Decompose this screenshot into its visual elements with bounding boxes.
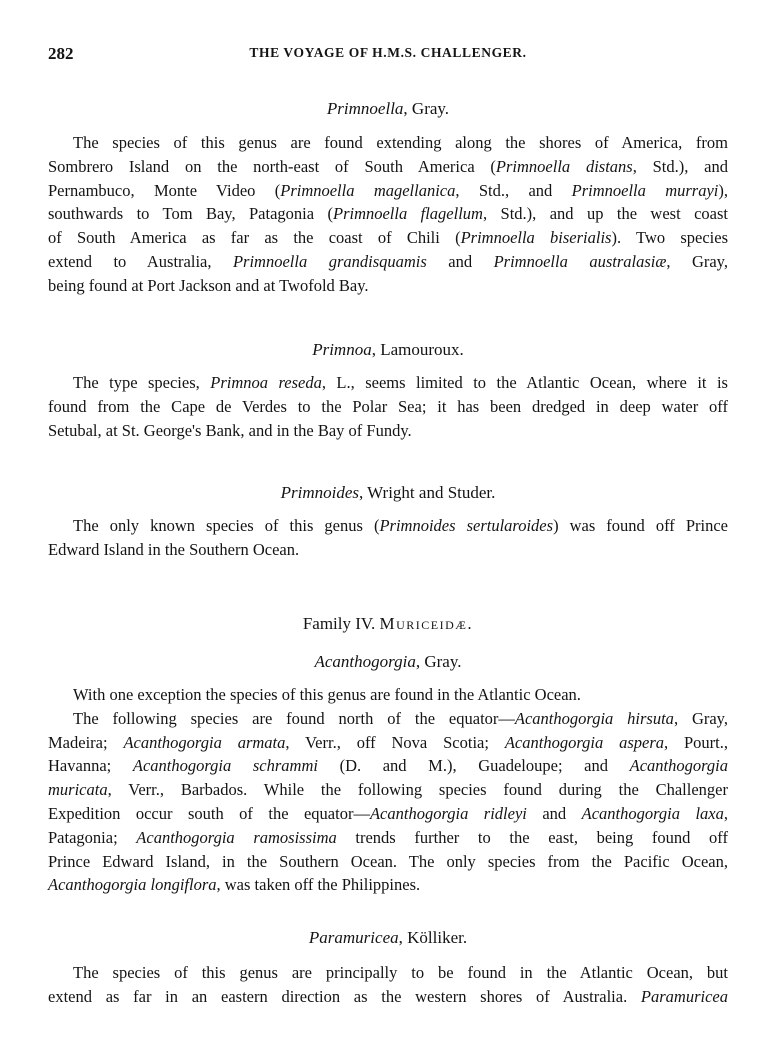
text-run: southwards to Tom Bay, Patagonia ( <box>48 204 333 224</box>
text-run: trends further to the east, being found off <box>336 827 728 847</box>
species-name: Primnoella biserialis <box>460 228 612 248</box>
genus-name: Primnoa <box>312 340 372 359</box>
species-name: Primnoella grandisquamis <box>232 251 427 271</box>
family-name: Muriceidæ. <box>379 614 474 633</box>
text-run: Setubal, at St. George's Bank, and in the Bay of Fundy. <box>48 420 412 440</box>
species-name: Primnoa reseda <box>210 373 322 392</box>
heading-primnoa <box>48 339 728 361</box>
heading-acanthogorgia <box>48 651 728 673</box>
text-run: , <box>723 803 729 823</box>
text-run: ) was found off Prince <box>553 516 728 535</box>
heading-primnoella <box>48 98 728 120</box>
genus-name: Paramuricea <box>308 928 399 947</box>
text-line <box>48 395 728 419</box>
text-run: Havanna; <box>48 756 133 776</box>
species-name: Primnoella australasiæ <box>493 251 667 271</box>
text-line <box>48 274 728 298</box>
paragraph-primnoella <box>48 131 728 298</box>
text-run: Sombrero Island on the north-east of South America ( <box>48 156 496 176</box>
text-line <box>48 419 728 443</box>
paragraph-primnoides <box>48 514 728 562</box>
text-line <box>48 202 728 226</box>
text-run: , Verr., Barbados. While the following species found during the Challenger <box>107 780 728 800</box>
paragraph-primnoa <box>48 371 728 442</box>
text-line <box>48 985 728 1009</box>
text-run: , Std.), and up the west coast <box>482 204 728 224</box>
text-line <box>48 226 728 250</box>
text-run: , Gray, <box>673 708 728 728</box>
text-run: With one exception the species of this genus are found in the Atlantic Ocean. <box>73 685 581 704</box>
text-run: ). Two species <box>611 228 728 248</box>
species-name: Primnoella magellanica <box>280 180 456 200</box>
species-name: Acanthogorgia ramosissima <box>136 827 337 847</box>
species-name: Primnoella murrayi <box>571 180 719 200</box>
text-run: , L., seems limited to the Atlantic Ocean, where it is <box>321 373 728 392</box>
text-run: and <box>426 251 494 271</box>
species-name: Acanthogorgia hirsuta <box>514 708 674 728</box>
text-line <box>48 826 728 850</box>
text-run: being found at Port Jackson and at Twofold Bay. <box>48 275 369 295</box>
species-name: Primnoella distans <box>495 156 633 176</box>
family-label: Family IV. <box>302 614 380 633</box>
text-run: Edward Island in the Southern Ocean. <box>48 539 300 559</box>
text-run: , Std., and <box>455 180 572 200</box>
genus-name: Acanthogorgia <box>314 652 416 671</box>
text-run: The type species, <box>73 373 211 392</box>
text-line <box>48 179 728 203</box>
text-run: Madeira; <box>48 732 124 752</box>
text-run: The only known species of this genus ( <box>73 516 380 535</box>
species-name: Acanthogorgia schrammi <box>132 756 318 776</box>
species-name: Acanthogorgia laxa <box>581 803 724 823</box>
text-run: The species of this genus are found extending along the shores of America, from <box>73 133 728 152</box>
text-line <box>48 683 728 707</box>
text-run: Patagonia; <box>48 827 137 847</box>
text-run: , was taken off the Philippines. <box>216 875 421 895</box>
running-title: THE VOYAGE OF H.M.S. CHALLENGER. <box>249 45 527 60</box>
page-header <box>48 44 728 68</box>
text-run: , Verr., off Nova Scotia; <box>285 732 505 752</box>
text-line <box>48 754 728 778</box>
text-line <box>48 514 728 538</box>
text-run: extend as far in an eastern direction as the western shores of Australia. <box>48 986 641 1006</box>
genus-author: , Wright and Studer. <box>358 483 496 502</box>
text-line <box>48 707 728 731</box>
genus-name: Primnoella <box>326 99 404 118</box>
species-name: Acanthogorgia <box>629 756 728 776</box>
text-run: , Std.), and <box>632 156 728 176</box>
text-run: (D. and M.), Guadeloupe; and <box>317 756 630 776</box>
genus-author: , Kölliker. <box>398 928 468 947</box>
text-run: and <box>526 803 582 823</box>
text-line <box>48 131 728 155</box>
text-line <box>48 850 728 874</box>
text-run: The species of this genus are principally to be found in the Atlantic Ocean, but <box>73 963 728 982</box>
genus-author: , Lamouroux. <box>371 340 464 359</box>
species-name: Acanthogorgia longiflora <box>48 875 217 895</box>
family-heading <box>48 613 728 635</box>
species-name: Acanthogorgia aspera <box>504 732 664 752</box>
heading-primnoides <box>48 482 728 504</box>
text-line <box>48 731 728 755</box>
genus-author: , Gray. <box>403 99 450 118</box>
text-run: extend to Australia, <box>48 251 233 271</box>
text-run: Prince Edward Island, in the Southern Ocean. The only species from the Pacific Ocean, <box>48 851 728 871</box>
heading-paramuricea <box>48 927 728 949</box>
text-line <box>48 873 728 897</box>
text-line <box>48 802 728 826</box>
genus-name: Primnoides <box>280 483 359 502</box>
text-line <box>48 371 728 395</box>
text-run: of South America as far as the coast of Chili ( <box>48 228 461 248</box>
genus-author: , Gray. <box>415 652 462 671</box>
text-run: ), <box>718 180 728 200</box>
text-run: found from the Cape de Verdes to the Polar Sea; it has been dredged in deep water off <box>48 396 728 416</box>
text-run: The following species are found north of the equator— <box>73 708 515 728</box>
text-line <box>48 538 728 562</box>
page-number: 282 <box>48 44 74 63</box>
text-line <box>48 155 728 179</box>
species-name: Primnoides sertularoides <box>379 516 554 535</box>
text-line <box>48 250 728 274</box>
text-line <box>48 961 728 985</box>
species-name: Acanthogorgia armata <box>123 732 286 752</box>
species-name: muricata <box>48 780 108 800</box>
text-line <box>48 778 728 802</box>
species-name: Acanthogorgia ridleyi <box>369 803 527 823</box>
text-run: Expedition occur south of the equator— <box>48 803 370 823</box>
text-run: Pernambuco, Monte Video ( <box>48 180 281 200</box>
species-name: Paramuricea <box>640 986 728 1006</box>
species-name: Primnoella flagellum <box>332 204 483 224</box>
paragraph-acanthogorgia <box>48 683 728 897</box>
paragraph-paramuricea <box>48 961 728 1009</box>
text-run: , Pourt., <box>664 732 729 752</box>
text-run: , Gray, <box>666 251 728 271</box>
